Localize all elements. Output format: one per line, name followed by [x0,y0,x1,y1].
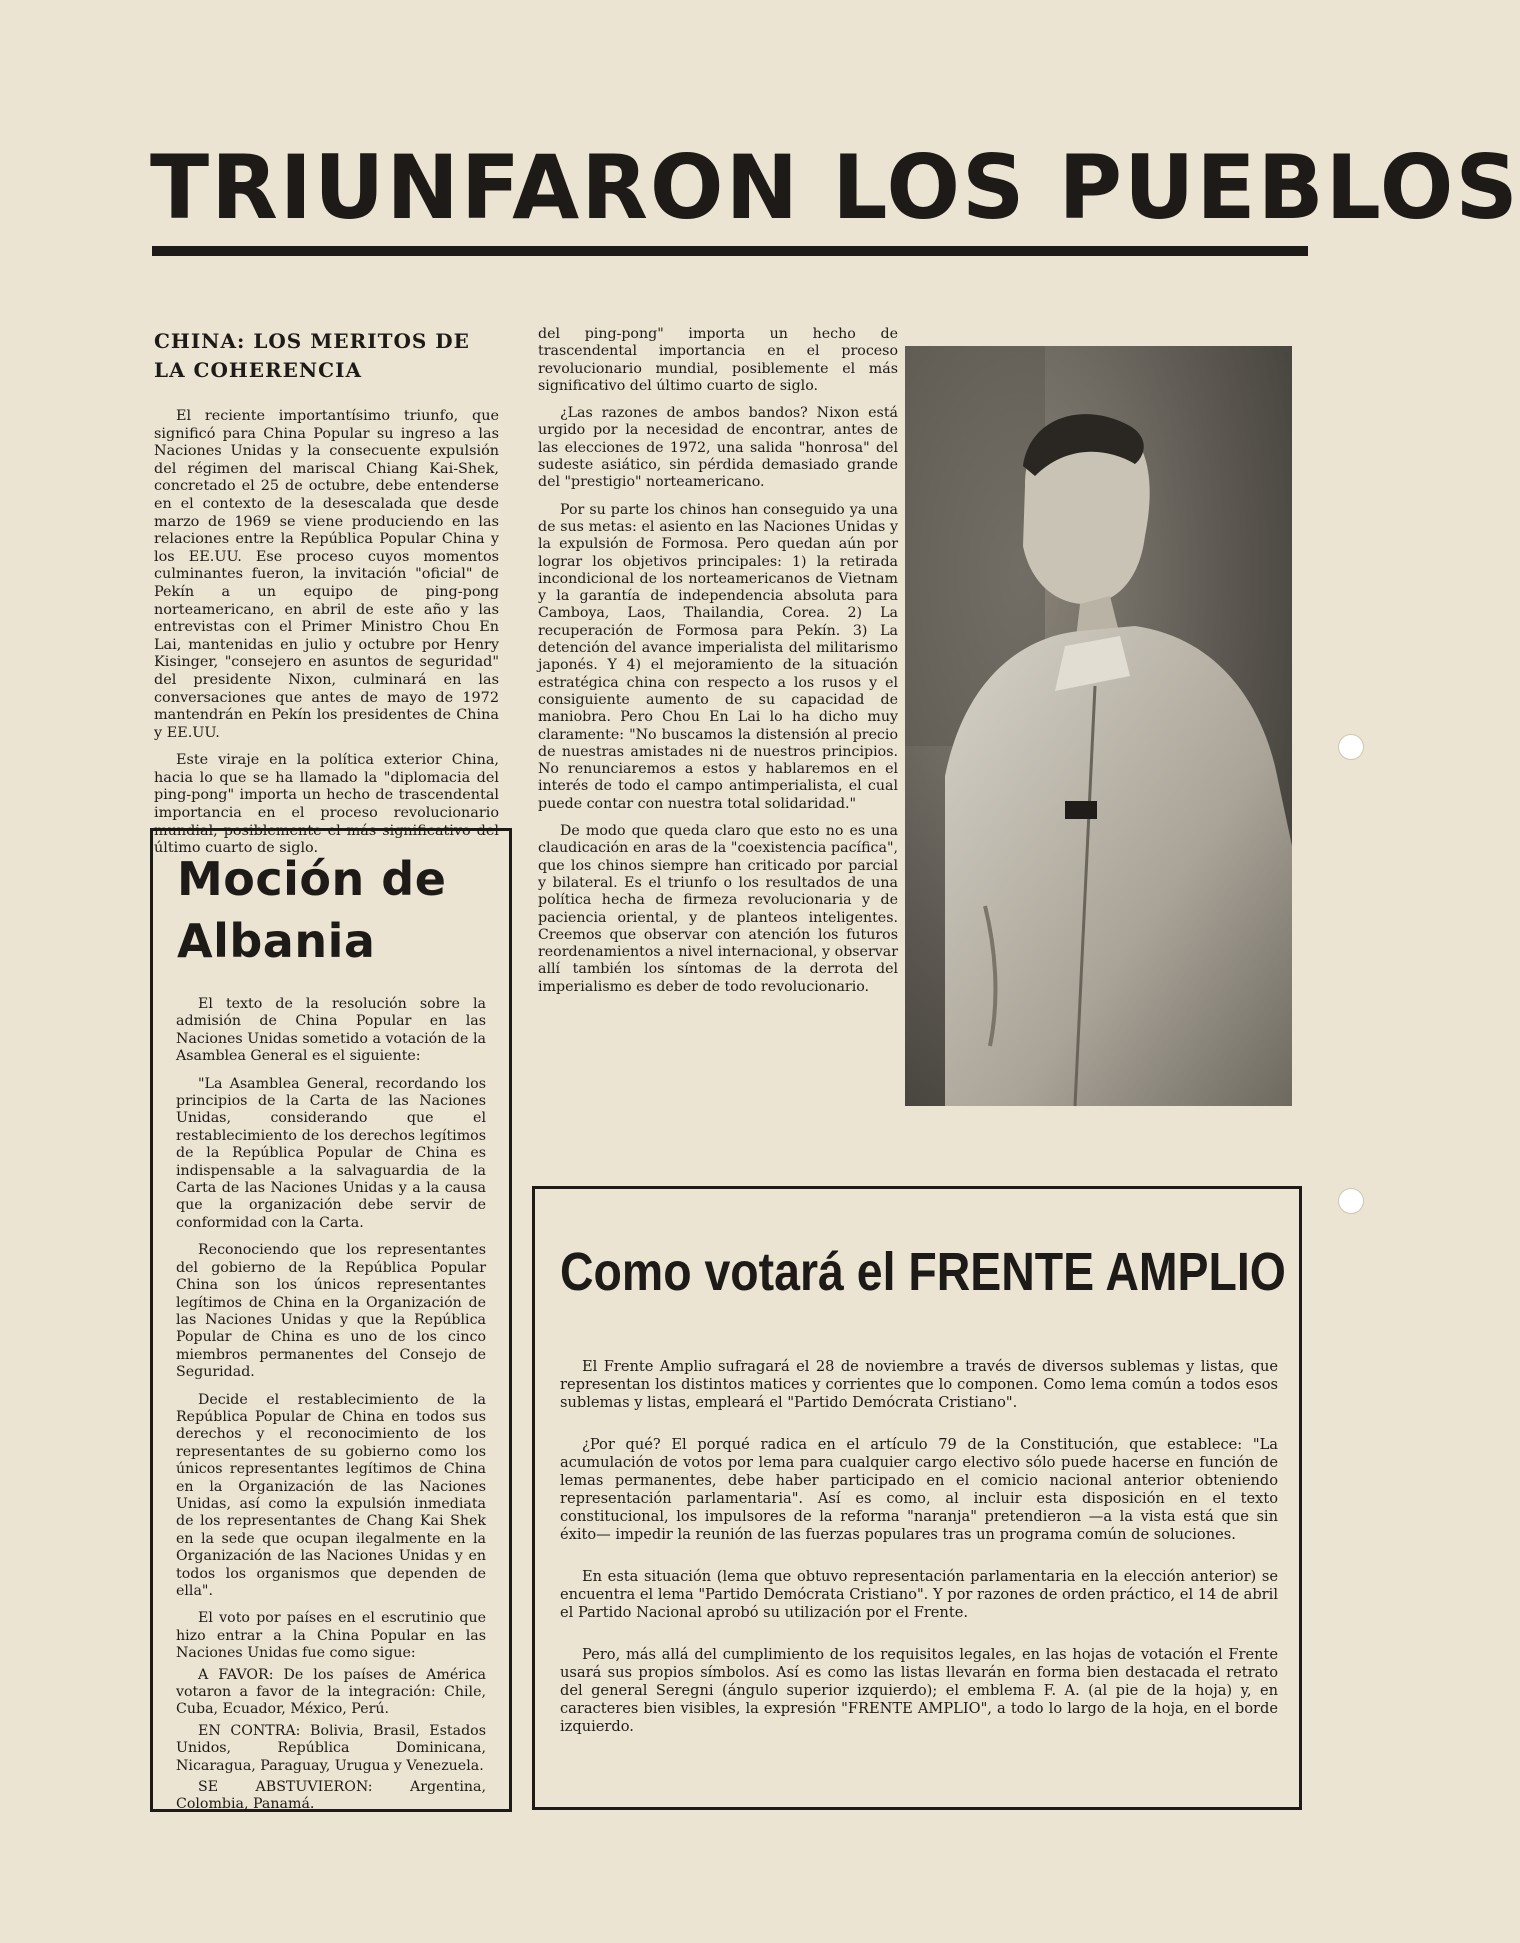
frente-amplio-title: Como votará el FRENTE AMPLIO [560,1242,1286,1302]
frente-amplio-column [560,1358,1278,1736]
china-subtitle: CHINA: LOS MERITOS DE LA COHERENCIA [154,329,470,382]
china-column-1 [154,408,499,857]
albania-paragraph: El voto por países en el escrutinio que hizo entrar a la China Popular en las Naciones Unidas fue como sigue: [176,1610,486,1662]
albania-paragraph: Reconociendo que los representantes del gobierno de la República Popular China son los únicos representantes legítimos de China en la Organización de las Naciones Unidas y que la República Popular de China es uno de los cinco miembros permanentes del Consejo de Seguridad. [176,1242,486,1381]
albania-title: Moción de Albania [177,852,447,968]
punch-hole [1338,734,1364,760]
frente-paragraph: ¿Por qué? El porqué radica en el artículo 79 de la Constitución, que establece: "La acumulación de votos por lema para cualquier cargo electivo sólo puede hacerse en función de lemas permanentes, debe haber participado en el comicio nacional anterior obteniendo representación parlamentaria". Así es como, al incluir esta disposición en el texto constitucional, los impulsores de la reforma "naranja" pretendieron —a la vista está que sin éxito— impedir la reunión de las fuerzas populares tras un programa común de soluciones. [560,1436,1278,1543]
frente-paragraph: Pero, más allá del cumplimiento de los requisitos legales, en las hojas de votación el Frente usará sus propios símbolos. Así es como las listas llevarán en forma bien destacada el retrato del general Seregni (ángulo superior izquierdo); el emblema F. A. (al pie de la hoja) y, en caracteres bien visibles, la expresión "FRENTE AMPLIO", a todo lo largo de la hoja, en el borde izquierdo. [560,1646,1278,1735]
albania-paragraph: "La Asamblea General, recordando los principios de la Carta de las Naciones Unidas, considerando que el restablecimiento de los derechos legítimos de la República Popular de China es indispensable a la salvaguardia de la Carta de las Naciones Unidas y a la causa que la organización debe servir de conformidad con la Carta. [176,1075,486,1231]
albania-paragraph: A FAVOR: De los países de América votaron a favor de la integración: Chile, Cuba, Ecuador, México, Perú. [176,1666,486,1718]
frente-paragraph: En esta situación (lema que obtuvo representación parlamentaria en la elección anterior) se encuentra el lema "Partido Demócrata Cristiano". Y por razones de orden práctico, el 14 de abril el Partido Nacional aprobó su utilización por el Frente. [560,1568,1278,1621]
albania-paragraph: Decide el restablecimiento de la República Popular de China en todos sus derechos y el reconocimiento de los representantes de su gobierno como los únicos representantes legítimos de China en la Organización de las Naciones Unidas, así como la expulsión inmediata de los representantes de Chang Kai Shek en la sede que ocupan ilegalmente en la Organización de las Naciones Unidas y en todos los organismos que dependen de ella". [176,1391,486,1599]
albania-column [176,996,486,1814]
china-paragraph: del ping-pong" importa un hecho de trascendental importancia en el proceso revolucionario mundial, posiblemente el más significativo del último cuarto de siglo. [538,326,898,394]
china-paragraph: De modo que queda claro que esto no es una claudicación en aras de la "coexistencia pacífica", que los chinos siempre han criticado por parcial y bilateral. Es el triunfo o los resultados de una política hecha de firmeza revolucionaria y de paciencia oriental, y de planteos inteligentes. Creemos que observar con atención los futuros reordenamientos a nivel internacional, y observar allí también los síntomas de la derrota del imperialismo es deber de todo revolucionario. [538,823,898,995]
portrait-photo [905,346,1292,1106]
headline: TRIUNFARON LOS PUEBLOS [150,136,1520,239]
china-column-2 [538,326,898,1006]
china-paragraph: ¿Las razones de ambos bandos? Nixon está urgido por la necesidad de encontrar, antes de las elecciones de 1972, una salida "honrosa" del sudeste asiático, sin pérdida demasiado grande del "prestigio" norteamericano. [538,405,898,491]
albania-paragraph: EN CONTRA: Bolivia, Brasil, Estados Unidos, República Dominicana, Nicaragua, Paraguay, Urugua y Venezuela. [176,1722,486,1774]
albania-paragraph: El texto de la resolución sobre la admisión de China Popular en las Naciones Unidas sometido a votación de la Asamblea General es el siguiente: [176,996,486,1065]
china-paragraph: Este viraje en la política exterior China, hacia lo que se ha llamado la "diplomacia del ping-pong" importa un hecho de trascendental importancia en el proceso revolucionario mundial, posiblemente el más significativo del último cuarto de siglo. [154,752,499,857]
frente-paragraph: El Frente Amplio sufragará el 28 de noviembre a través de diversos sublemas y listas, que representan los distintos matices y corrientes que lo componen. Como lema común a todos esos sublemas y listas, empleará el "Partido Demócrata Cristiano". [560,1358,1278,1411]
china-paragraph: El reciente importantísimo triunfo, que significó para China Popular su ingreso a las Naciones Unidas y la consecuente expulsión del régimen del mariscal Chiang Kai-Shek, concretado el 25 de octubre, debe entenderse en el contexto de la desescalada que desde marzo de 1969 se viene produciendo en las relaciones entre la República Popular China y los EE.UU. Ese proceso cuyos momentos culminantes fueron, la invitación "oficial" de Pekín a un equipo de ping-pong norteamericano, en abril de este año y las entrevistas con el Primer Ministro Chou En Lai, mantenidas en julio y octubre por Henry Kisinger, "consejero en asuntos de seguridad" del presidente Nixon, culminará en las conversaciones que antes de mayo de 1972 mantendrán en Pekín los presidentes de China y EE.UU. [154,408,499,741]
portrait-illustration [905,346,1292,1106]
albania-paragraph: SE ABSTUVIERON: Argentina, Colombia, Panamá. [176,1779,486,1813]
headline-rule [152,246,1308,256]
punch-hole [1338,1188,1364,1214]
china-paragraph: Por su parte los chinos han conseguido ya una de sus metas: el asiento en las Naciones Unidas y la expulsión de Formosa. Pero quedan aún por lograr los objetivos principales: 1) la retirada incondicional de los norteamericanos de Vietnam y la garantía de independencia absoluta para Camboya, Laos, Thailandia, Corea. 2) La recuperación de Formosa para Pekín. 3) La detención del avance imperialista del militarismo japonés. Y 4) el mejoramiento de la situación estratégica china con respecto a los rusos y el consiguiente aumento de su capacidad de maniobra. Pero Chou En Lai lo ha dicho muy claramente: "No buscamos la distensión al precio de nuestras amistades ni de nuestros principios. No renunciaremos a estos y hablaremos en el interés de todo el campo antimperialista, el cual puede contar con nuestra total solidaridad." [538,501,898,812]
